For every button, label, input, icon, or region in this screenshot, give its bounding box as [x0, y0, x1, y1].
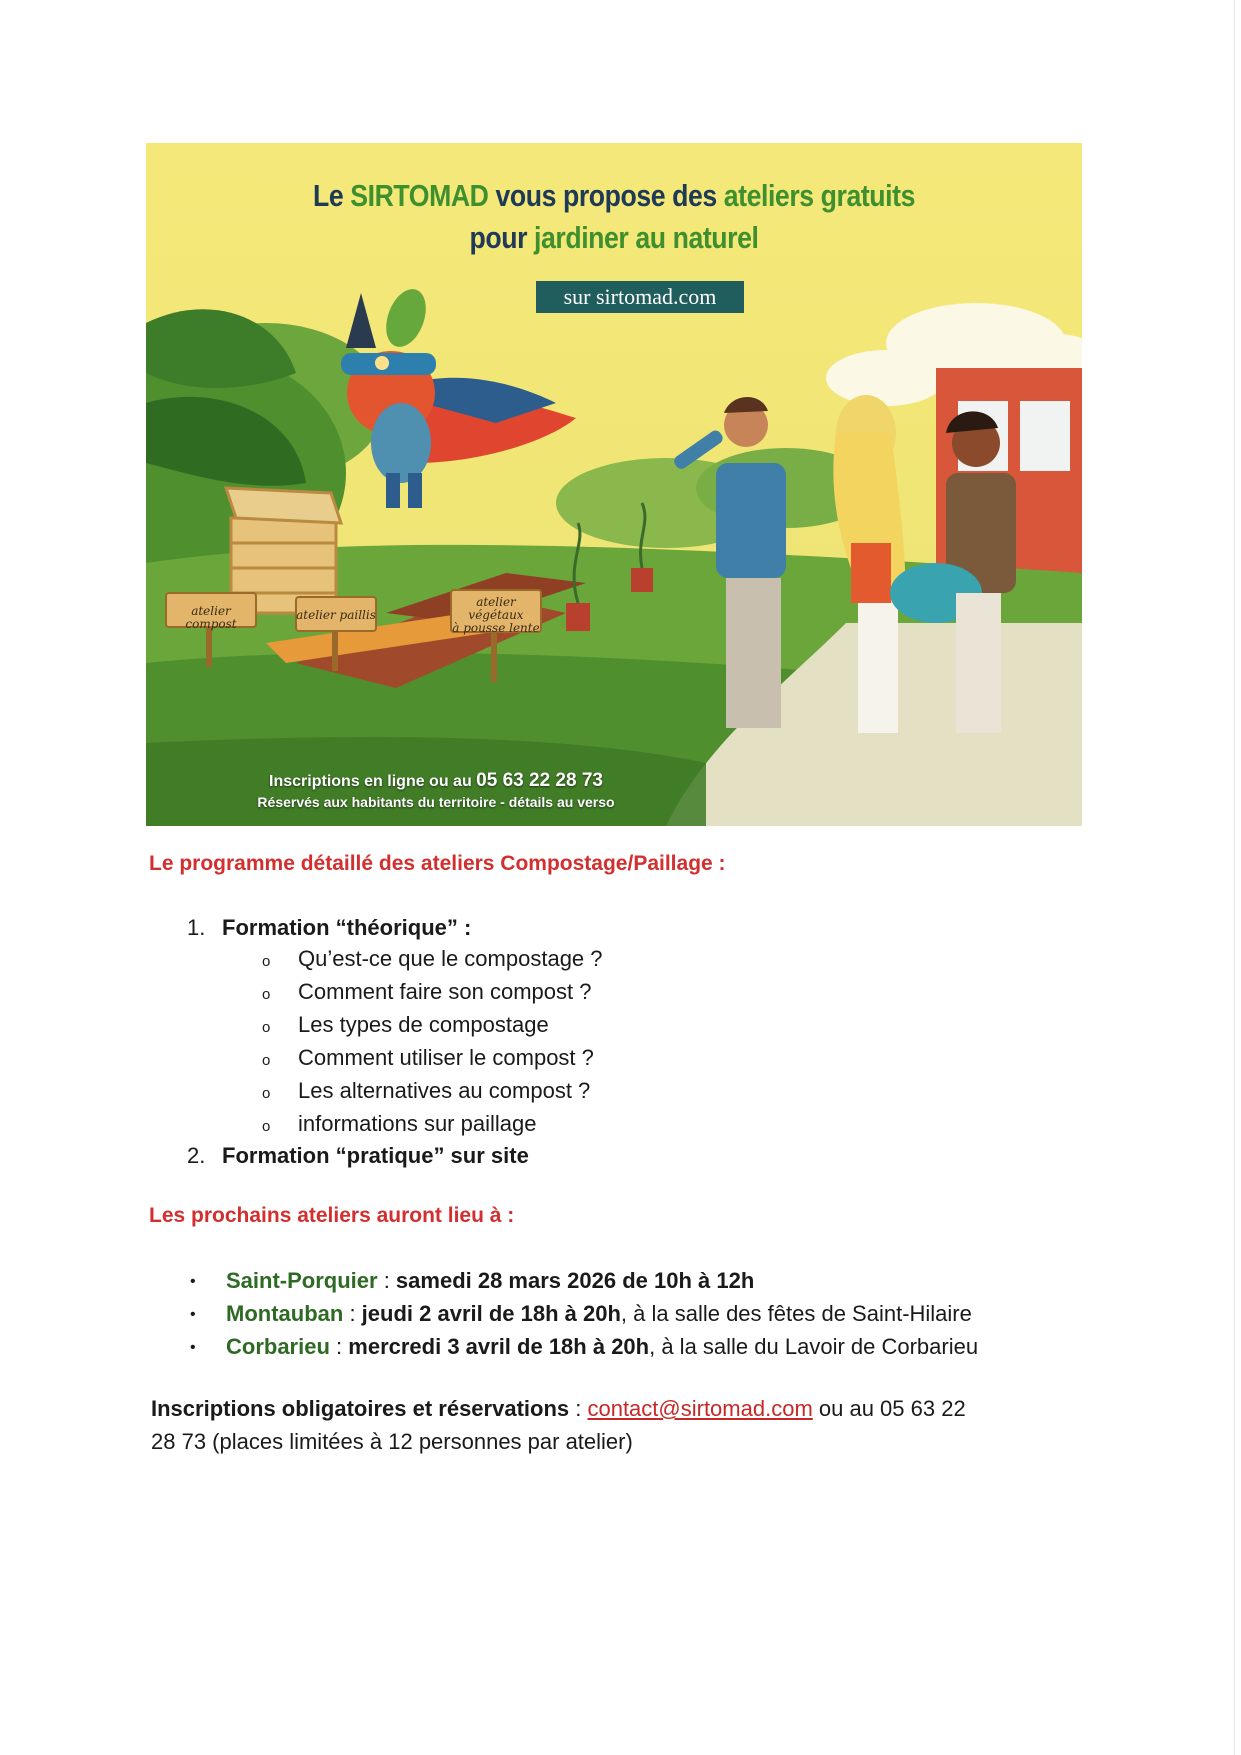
- registration-line1: Inscriptions obligatoires et réservations : contact@sirtomad.com ou au 05 63 22: [151, 1396, 966, 1421]
- sessions-heading: Les prochains ateliers auront lieu à :: [149, 1204, 515, 1227]
- banner-title-line2: pour jardiner au naturel: [469, 220, 759, 255]
- banner-title-line1: Le SIRTOMAD vous propose des ateliers gratuits: [313, 178, 915, 213]
- sign-compost: atelier compost: [185, 604, 237, 631]
- list-item: o Qu’est-ce que le compostage ?: [262, 946, 603, 971]
- list-item: o Les alternatives au compost ?: [262, 1078, 591, 1103]
- sign-paillis: atelier paillis: [296, 608, 376, 622]
- session-montauban: • Montauban : jeudi 2 avril de 18h à 20h, à la salle des fêtes de Saint-Hilaire: [190, 1301, 972, 1326]
- contact-email-link[interactable]: contact@sirtomad.com: [587, 1396, 813, 1421]
- program-item-theory: 1. Formation “théorique” :: [187, 915, 472, 940]
- registration-line2: 28 73 (places limitées à 12 personnes par atelier): [151, 1429, 633, 1454]
- list-item: o informations sur paillage: [262, 1111, 537, 1136]
- program-heading: Le programme détaillé des ateliers Compostage/Paillage :: [149, 852, 726, 875]
- page-edge: [1234, 0, 1235, 1755]
- list-item: o Comment utiliser le compost ?: [262, 1045, 594, 1070]
- banner-footer-residents: Réservés aux habitants du territoire - détails au verso: [257, 794, 615, 810]
- list-item: o Comment faire son compost ?: [262, 979, 592, 1004]
- program-item-practice: 2. Formation “pratique” sur site: [187, 1143, 529, 1168]
- sign-vegetaux: atelier végétaux à pousse lente: [452, 595, 540, 635]
- list-item: o Les types de compostage: [262, 1012, 549, 1037]
- promo-banner: [146, 143, 1082, 826]
- website-badge: sur sirtomad.com: [536, 281, 744, 313]
- banner-footer-signup: Inscriptions en ligne ou au 05 63 22 28 73: [269, 770, 603, 791]
- session-corbarieu: • Corbarieu : mercredi 3 avril de 18h à 20h, à la salle du Lavoir de Corbarieu: [190, 1334, 979, 1359]
- session-saint-porquier: • Saint-Porquier : samedi 28 mars 2026 de 10h à 12h: [190, 1268, 755, 1293]
